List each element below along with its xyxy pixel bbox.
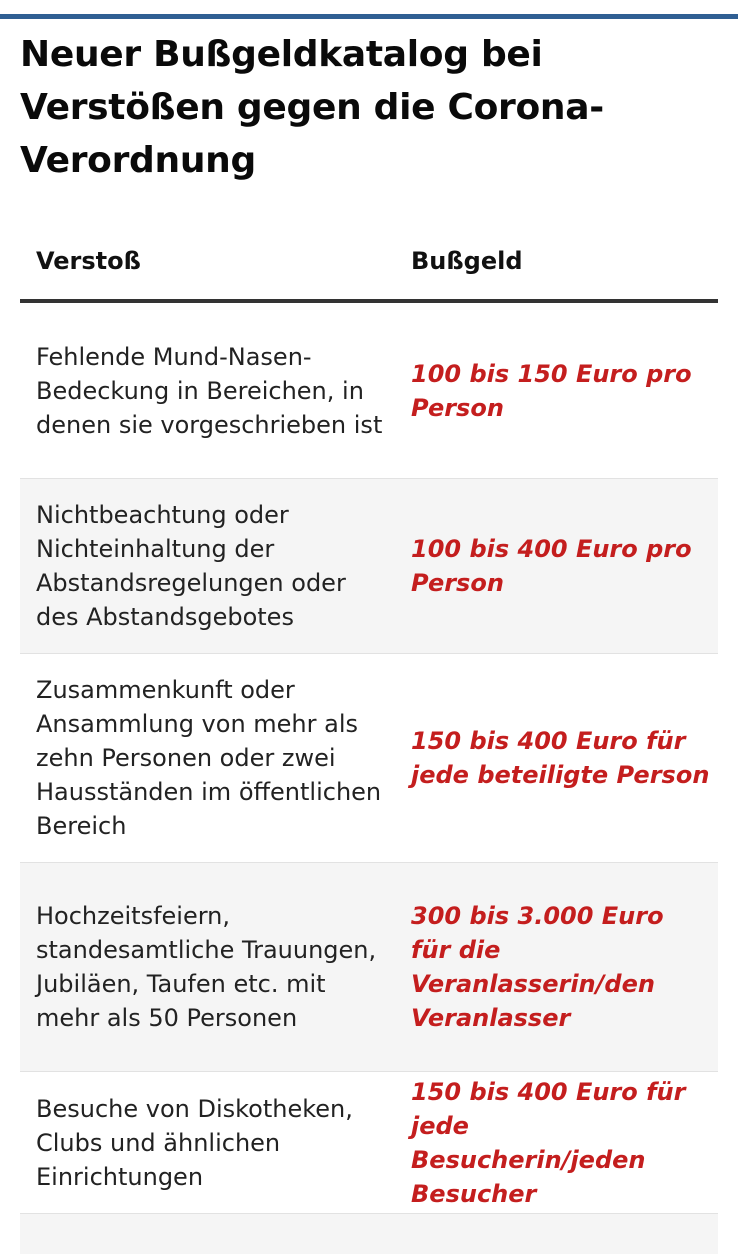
violation-cell: Fehlende Mund-Nasen-Bedeckung in Bereichen, in denen sie vorgeschrieben ist	[36, 342, 383, 439]
fine-cell: 100 bis 150 Euro pro Person	[411, 359, 692, 422]
violation-cell: Hochzeitsfeiern, standesamtliche Trauungen, Jubiläen, Taufen etc. mit mehr als 50 Personen	[36, 902, 377, 1032]
violation-cell: Nichtbeachtung oder Nichteinhaltung der Abstandsregelungen oder des Abstandsgebotes	[36, 501, 346, 631]
violation-cell: Zusammenkunft oder Ansammlung von mehr als zehn Personen oder zwei Hausständen im öffentlichen Bereich	[36, 676, 382, 840]
fine-cell: 150 bis 400 Euro für jede Besucherin/jeden Besucher	[411, 1077, 686, 1208]
column-header-violation: Verstoß	[36, 246, 141, 275]
page-title: Neuer Bußgeldkatalog bei Verstößen gegen die Corona-Verordnung	[20, 34, 604, 181]
fine-catalog-table	[20, 222, 718, 1254]
column-header-fine: Bußgeld	[411, 246, 523, 275]
table-row	[20, 863, 718, 1072]
table-row	[20, 479, 718, 654]
table-header	[20, 222, 718, 303]
violation-cell: Besuche von Diskotheken, Clubs und ähnlichen Einrichtungen	[36, 1094, 353, 1191]
table-row	[20, 1072, 718, 1214]
fine-cell: 100 bis 400 Euro pro Person	[411, 535, 692, 597]
fine-cell: 300 bis 3.000 Euro für die Veranlasserin/den Veranlasser	[411, 902, 664, 1032]
table-row	[20, 654, 718, 863]
top-accent-bar	[0, 14, 738, 19]
fine-cell: 150 bis 400 Euro für jede beteiligte Person	[411, 727, 710, 789]
table-row-partial	[20, 1214, 718, 1254]
table-row	[20, 303, 718, 479]
